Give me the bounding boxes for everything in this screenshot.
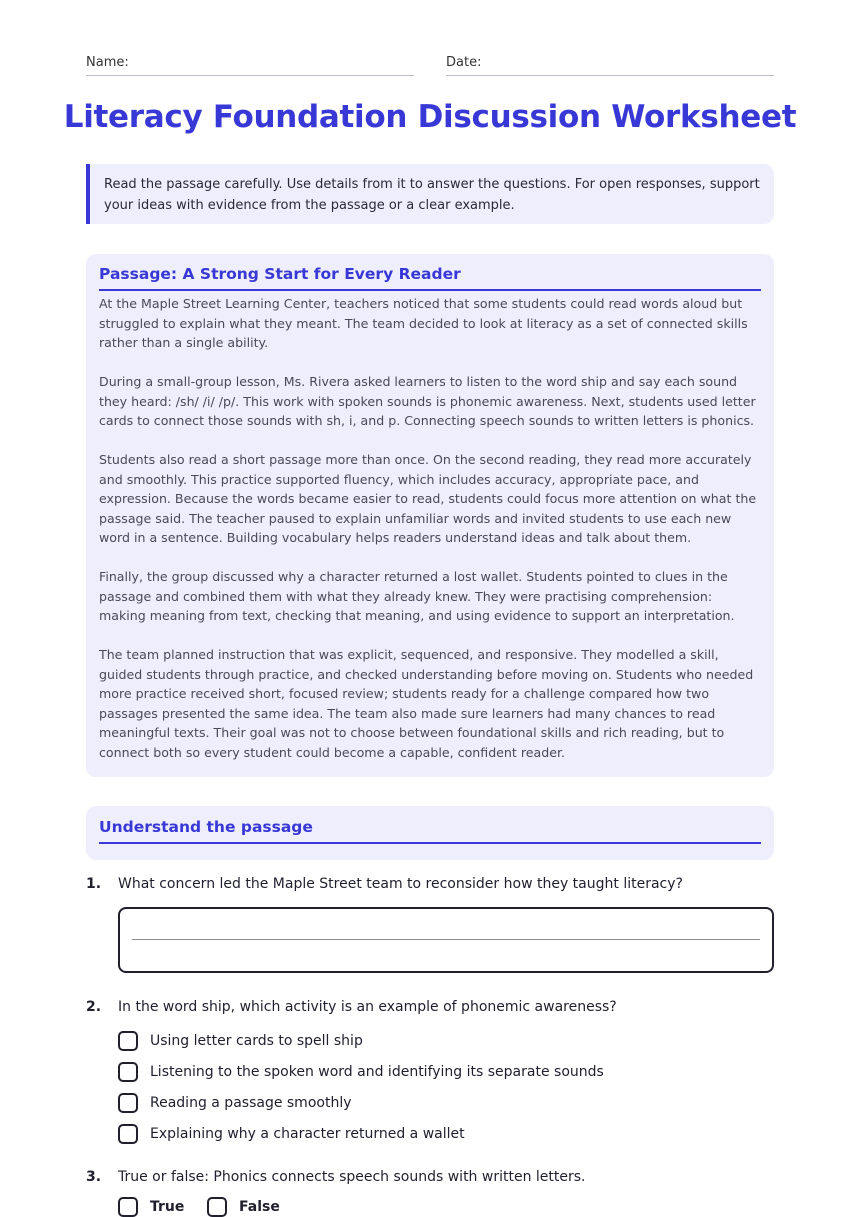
name-field[interactable] <box>86 55 414 76</box>
passage-paragraph: Finally, the group discussed why a character returned a lost wallet. Students pointed to clues in the passage and combined them with what they already knew. They were practising comprehension: making meaning from text, checking that meaning, and using evidence to support an interpretation. <box>99 569 735 623</box>
question-text: True or false: Phonics connects speech sounds with written letters. <box>118 1169 586 1185</box>
name-label: Name: <box>86 55 129 70</box>
option-1[interactable] <box>118 1031 363 1051</box>
option-2[interactable] <box>118 1062 604 1082</box>
question-text: What concern led the Maple Street team to reconsider how they taught literacy? <box>118 876 683 892</box>
checkbox[interactable] <box>118 1197 138 1217</box>
instructions-box <box>86 164 774 224</box>
checkbox[interactable] <box>118 1062 138 1082</box>
passage-paragraph: During a small-group lesson, Ms. Rivera asked learners to listen to the word ship and say each sound they heard: /sh/ /i/ /p/. This work with spoken sounds is phonemic awareness. Next, students used letter cards to connect those sounds with sh, i, and p. Connecting speech sounds to written letters is phonics. <box>99 374 756 428</box>
question-1 <box>86 876 683 892</box>
option-label: Listening to the spoken word and identifying its separate sounds <box>150 1064 604 1080</box>
answer-line <box>132 939 760 940</box>
true-option[interactable] <box>118 1197 184 1217</box>
option-3[interactable] <box>118 1093 352 1113</box>
question-2 <box>86 999 617 1015</box>
passage-paragraph: The team planned instruction that was explicit, sequenced, and responsive. They modelled a skill, guided students through practice, and checked understanding before moving on. Students who needed more practice received short, focused review; students ready for a challenge compared how two passages presented the same idea. The team also made sure learners had many chances to read meaningful texts. Their goal was not to choose between foundational skills and rich reading, but to connect both so every student could become a capable, confident reader. <box>99 647 754 760</box>
date-field[interactable] <box>446 55 774 76</box>
section-title: Understand the passage <box>99 818 761 844</box>
question-3 <box>86 1169 586 1185</box>
checkbox[interactable] <box>118 1093 138 1113</box>
question-number: 2. <box>86 999 102 1015</box>
option-label: Using letter cards to spell ship <box>150 1033 363 1049</box>
true-label: True <box>150 1199 185 1215</box>
question-text: In the word ship, which activity is an example of phonemic awareness? <box>118 999 617 1015</box>
checkbox[interactable] <box>118 1031 138 1051</box>
question-number: 3. <box>86 1169 102 1185</box>
date-label: Date: <box>446 55 482 70</box>
passage-body <box>99 294 761 762</box>
option-label: Reading a passage smoothly <box>150 1095 352 1111</box>
option-label: Explaining why a character returned a wallet <box>150 1126 465 1142</box>
passage-paragraph: At the Maple Street Learning Center, teachers noticed that some students could read words aloud but struggled to explain what they meant. The team decided to look at literacy as a set of connected skills rather than a single ability. <box>99 296 748 350</box>
page-title: Literacy Foundation Discussion Worksheet <box>63 99 797 135</box>
passage-panel <box>86 254 774 777</box>
instructions-text: Read the passage carefully. Use details from it to answer the questions. For open responses, support your ideas with evidence from the passage or a clear example. <box>104 177 760 213</box>
section-header <box>86 806 774 860</box>
passage-paragraph: Students also read a short passage more than once. On the second reading, they read more accurately and smoothly. This practice supported fluency, which includes accuracy, appropriate pace, and expression. Because the words became easier to read, students could focus more attention on what the passage said. The teacher paused to explain unfamiliar words and invited students to use each new word in a sentence. Building vocabulary helps readers understand ideas and talk about them. <box>99 452 757 545</box>
false-label: False <box>239 1199 280 1215</box>
false-option[interactable] <box>207 1197 280 1217</box>
option-4[interactable] <box>118 1124 465 1144</box>
question-number: 1. <box>86 876 102 892</box>
checkbox[interactable] <box>207 1197 227 1217</box>
checkbox[interactable] <box>118 1124 138 1144</box>
answer-box-1[interactable] <box>118 907 774 973</box>
passage-title: Passage: A Strong Start for Every Reader <box>99 265 761 291</box>
